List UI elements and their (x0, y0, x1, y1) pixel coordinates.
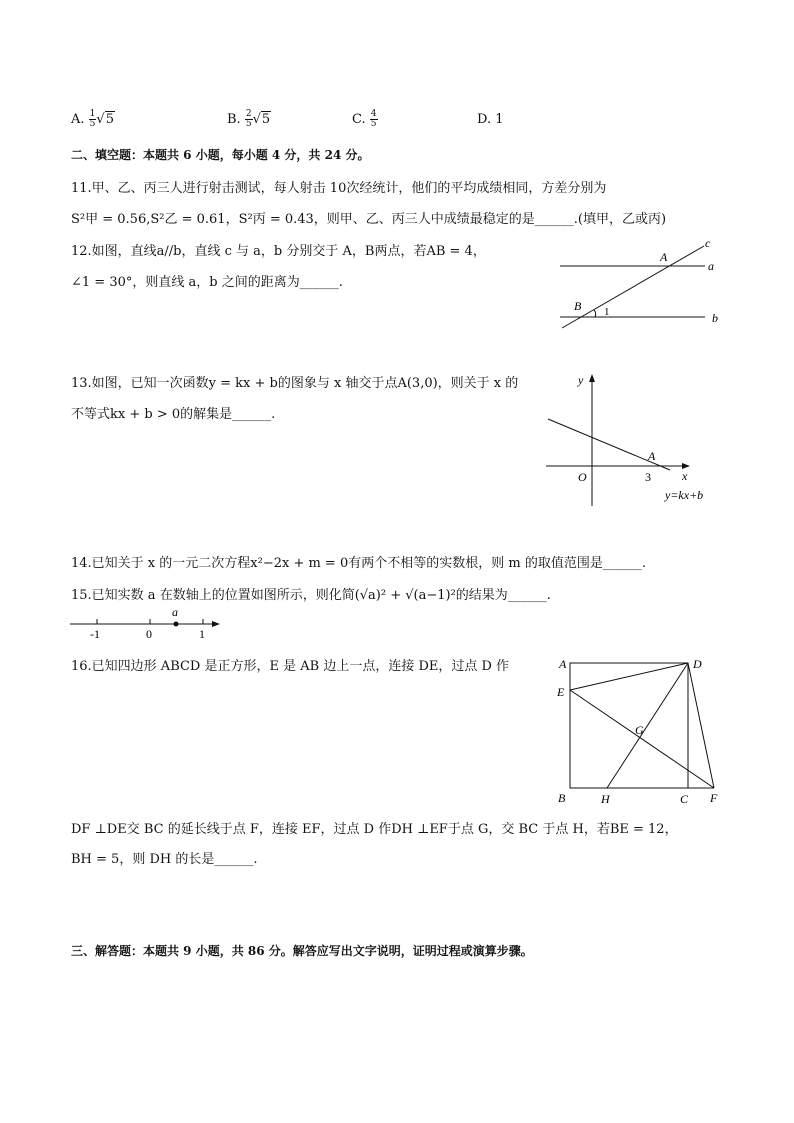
q11-text-2: S²甲 = 0.56,S²乙 = 0.61，S²丙 = 0.43，则甲、乙、丙三人中成绩最稳定的是______.(填甲，乙或丙) (71, 212, 667, 227)
section-heading: 三、解答题：本题共 9 小题，共 86 分。解答应写出文字说明，证明过程或演算步骤。 (71, 944, 533, 958)
q16-text-1: 16.已知四边形 ABCD 是正方形，E 是 AB 边上一点，连接 DE，过点 D 作 (71, 659, 510, 674)
q16-text-3: BH = 5，则 DH 的长是______. (71, 852, 258, 867)
square-abcd (570, 663, 688, 788)
q15-number-line (66, 604, 226, 642)
label-x: x (682, 469, 688, 483)
label--1: -1 (90, 627, 100, 641)
label-angle-1: 1 (604, 306, 610, 318)
q12-text-1: 12.如图，直线a//b，直线 c 与 a，b 分别交于 A，B两点，若AB = 4， (71, 244, 486, 259)
segment-de (570, 663, 688, 690)
q12-text-2: ∠1 = 30°，则直线 a，b 之间的距离为______. (71, 275, 343, 290)
option-d: D. 1 (477, 112, 504, 127)
label-E: E (557, 685, 565, 699)
label-y: y (578, 373, 584, 387)
segment-ef (570, 690, 714, 788)
q13-text-2: 不等式kx + b > 0的解集是______. (71, 407, 276, 422)
segment-df (688, 663, 714, 788)
option-a: A. $\frac{1}{5}$ √5 (71, 109, 114, 129)
q11-text-1: 11.甲、乙、丙三人进行射击测试，每人射击 10次经统计，他们的平均成绩相同，方差分别为 (71, 181, 607, 196)
label-equation: y=kx+b (665, 488, 704, 502)
label-B: B (574, 299, 582, 313)
label-1: 1 (199, 627, 205, 641)
q16-figure (553, 652, 733, 810)
label-A: A (660, 250, 668, 264)
label-H: H (601, 792, 610, 806)
angle-arc (594, 310, 596, 317)
label-A: A (648, 449, 656, 463)
q13-figure (540, 368, 730, 508)
q16-text-2: DF ⊥DE交 BC 的延长线于点 F，连接 EF，过点 D 作DH ⊥EF于点 G，交 BC 于点 H，若BE = 12， (71, 822, 678, 837)
section-heading: 二、填空题：本题共 6 小题，每小题 4 分，共 24 分。 (71, 148, 370, 162)
label-D: D (693, 657, 702, 671)
q14-text: 14.已知关于 x 的一元二次方程x²−2x + m = 0有两个不相等的实数根，则 m 的取值范围是______. (71, 556, 646, 571)
label-O: O (578, 470, 587, 484)
label-c: c (705, 236, 711, 250)
label-0: 0 (146, 627, 152, 641)
line-c (562, 246, 704, 328)
label-G: G (635, 723, 644, 737)
option-b: B. $\frac{2}{5}$ √5 (227, 109, 271, 129)
q15-text: 15.已知实数 a 在数轴上的位置如图所示，则化简(√a)² + √(a−1)²的结果为______. (71, 588, 551, 603)
number-axis-arrow (212, 621, 220, 627)
segment-dh (607, 663, 688, 788)
label-F: F (710, 791, 718, 805)
point-a (174, 622, 179, 627)
label-a: a (708, 259, 714, 273)
label-C: C (680, 792, 689, 806)
option-c: C. $\frac{4}{5}$ (352, 109, 377, 129)
label-B: B (558, 791, 566, 805)
label-a: a (172, 605, 178, 619)
label-A: A (559, 657, 567, 671)
label-b: b (712, 311, 718, 325)
label-3: 3 (645, 470, 651, 484)
q12-figure (550, 234, 730, 334)
y-axis-arrow (589, 374, 595, 382)
q13-text-1: 13.如图，已知一次函数y = kx + b的图象与 x 轴交于点A(3,0)，则关于 x 的 (71, 376, 519, 391)
